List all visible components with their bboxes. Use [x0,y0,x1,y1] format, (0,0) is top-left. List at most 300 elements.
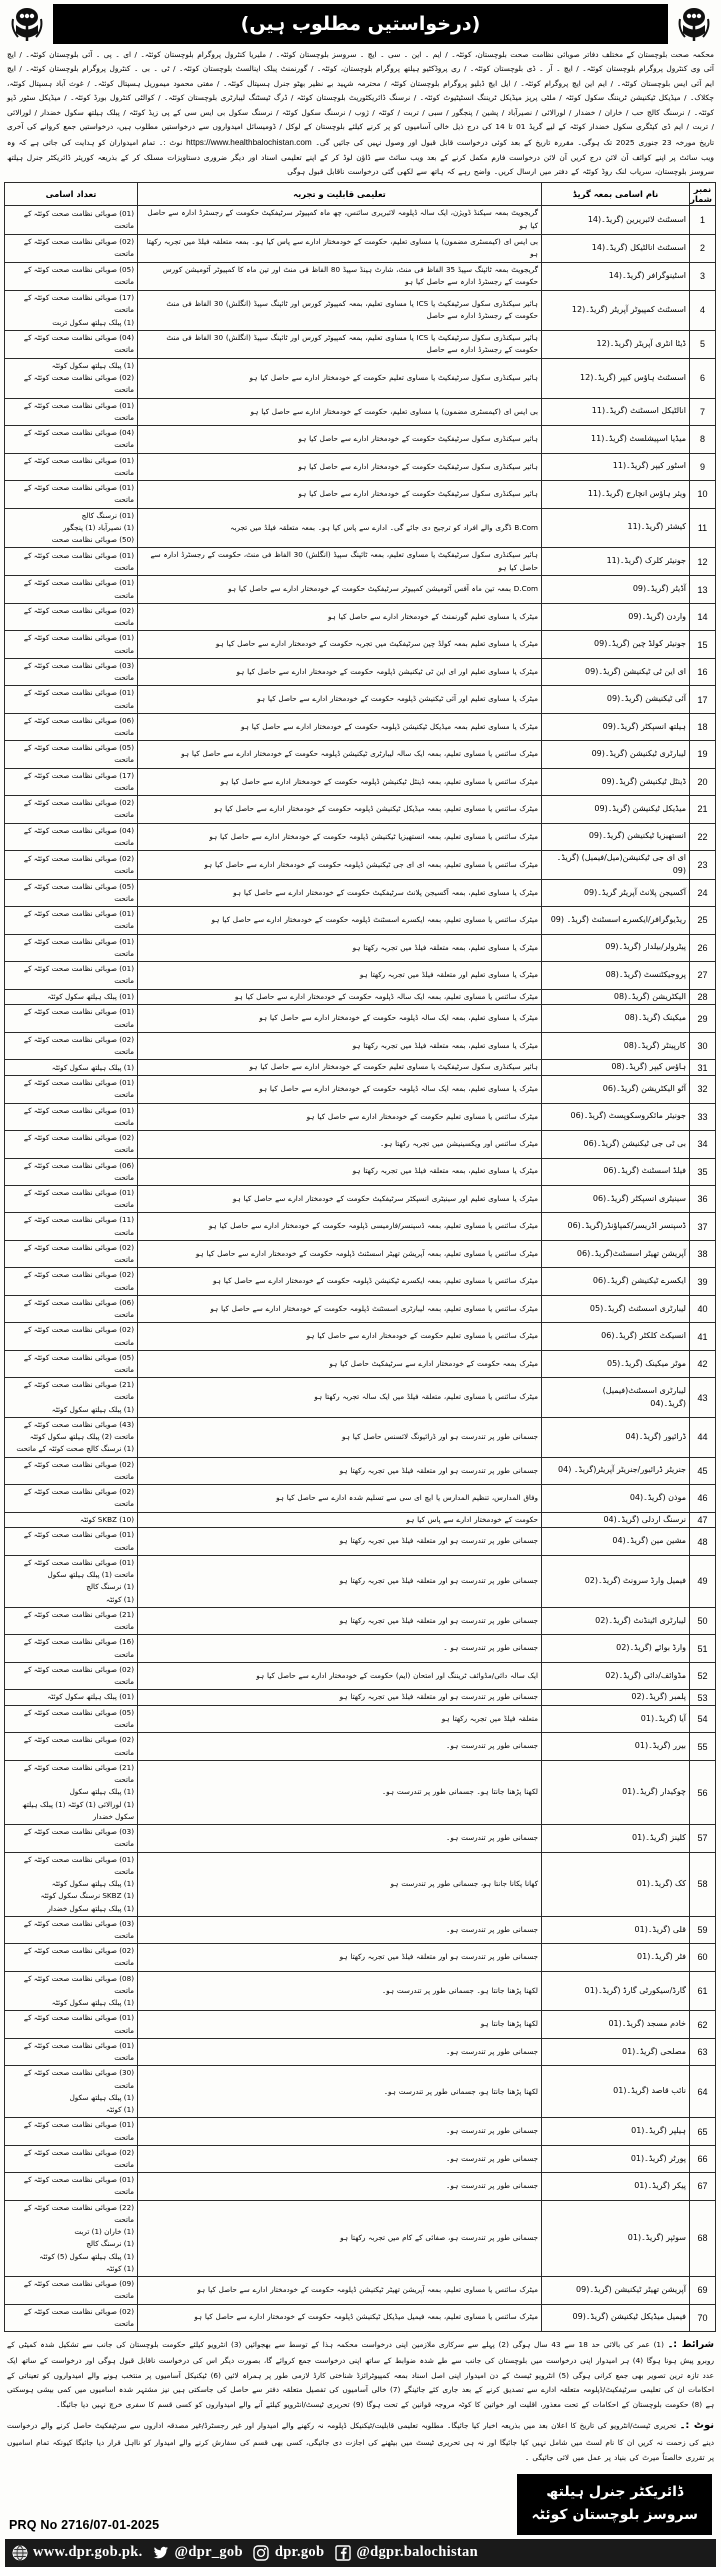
table-row [5,2038,716,2065]
cell-post-title: چوکیدار (گریڈ۔(01 [542,1760,690,1824]
cell-vacancy-count: (01) صوبائی نظامت صحت کوئٹہ کے ماتحت (1) پبلک ہیلتھ سکول (1) نرسنگ کالج (1) کوئٹہ [5,1555,138,1607]
cell-qualification: بی ایس ای (کیمسٹری مضمون) یا مساوی تعلیم، حکومت کے خودمختار ادارے سے حاصل کیا ہو [138,398,542,425]
cell-qualification: میٹرک بمعہ حکومت کے خودمختار ادارے سے سرٹیفکیٹ حاصل کیا ہو [138,1350,542,1377]
prq-number: PRQ No 2716/07-01-2025 [9,2517,160,2532]
cell-post-title: میکینک (گریڈ۔(08 [542,1005,690,1032]
cell-post-title: کارپینٹر (گریڈ۔(08 [542,1032,690,1059]
table-row [5,989,716,1005]
cell-qualification: میٹرک یا مساوی تعلیم گورنمنٹ کے خودمختار ادارے سے حاصل کیا ہو [138,603,542,630]
cell-qualification: جسمانی طور پر تندرست ہو اور ڈرائیونگ لائسنس حاصل کیا ہو [138,1417,542,1457]
cell-vacancy-count: (02) صوبائی نظامت صحت کوئٹہ کے ماتحت [5,1268,138,1295]
table-row [5,1760,716,1824]
cell-vacancy-count: (01) صوبائی نظامت صحت کوئٹہ کے ماتحت [5,1005,138,1032]
table-row [5,851,716,880]
table-row [5,2066,716,2118]
cell-post-title: انستھیزیا ٹیکنیشن (گریڈ۔(09 [542,823,690,850]
cell-qualification: D.Com بمعہ تین ماہ آفس آٹومیشن کمپیوٹر سرٹیفکیٹ حکومت کے خودمختار ادارے سے حاصل کیا ہو [138,576,542,603]
cell-sr: 70 [690,2304,716,2331]
table-row [5,1295,716,1322]
cell-vacancy-count: (1) پبلک ہیلتھ سکول کوئٹہ (02) صوبائی نظامت صحت کوئٹہ کے ماتحت [5,358,138,398]
signature-line1: ڈائریکٹر جنرل ہیلتھ [546,2483,684,2500]
cell-sr: 25 [690,907,716,934]
cell-qualification: جسمانی طور پر تندرست ہو۔ [138,2038,542,2065]
cell-vacancy-count: (01) صوبائی نظامت صحت کوئٹہ کے ماتحت [5,548,138,576]
cell-vacancy-count: (01) صوبائی نظامت صحت کوئٹہ کے ماتحت [5,631,138,658]
cell-post-title: مصلحی (گریڈ۔(01 [542,2038,690,2065]
table-row [5,508,716,548]
cell-vacancy-count: (02) صوبائی نظامت صحت کوئٹہ کے ماتحت [5,1485,138,1512]
table-row [5,2011,716,2038]
cell-post-title: مڈوائف/دائی (گریڈ۔(02 [542,1662,690,1689]
table-row [5,1733,716,1760]
cell-qualification: جسمانی طور پر تندرست ہو اور متعلقہ فیلڈ میں تجربہ رکھتا ہو [138,1528,542,1555]
cell-sr: 45 [690,1457,716,1484]
cell-sr: 4 [690,291,716,331]
cell-sr: 46 [690,1485,716,1512]
cell-sr: 38 [690,1240,716,1267]
cell-vacancy-count: (02) صوبائی نظامت صحت کوئٹہ کے ماتحت [5,603,138,630]
table-row [5,1852,716,1916]
cell-qualification: میٹرک سائنس یا مساوی تعلیم، بمعہ آپریشن تھیٹر ٹیکنیشن ڈپلومہ حکومت کے خودمختار ادارے سے حاصل کیا ہو [138,2277,542,2304]
cell-qualification: جسمانی طور پر تندرست ہو اور متعلقہ فیلڈ میں تجربہ رکھتا ہو [138,1607,542,1634]
cell-sr: 26 [690,934,716,961]
cell-sr: 44 [690,1417,716,1457]
cell-sr: 50 [690,1607,716,1634]
cell-qualification: میٹرک یا مساوی تعلیم اور متعلقہ فیلڈ میں تجربہ رکھتا ہو [138,962,542,989]
cell-qualification: میٹرک یا مساوی تعلیم بمعہ کولڈ چین سرٹیفکیٹ میں تجربہ حکومت کے خودمختار ادارے سے حاصل کیا ہو [138,631,542,658]
page-title: (درخواستیں مطلوب ہیں) [53,4,668,44]
cell-sr: 61 [690,1971,716,2011]
cell-sr: 53 [690,1690,716,1706]
cell-post-title: ویئر ہاؤس انچارج (گریڈ۔(11 [542,481,690,508]
cell-post-title: میڈیا اسپیشلسٹ (گریڈ۔(11 [542,426,690,453]
cell-qualification: میٹرک سائنس یا مساوی تعلیم، بمعہ فیمیل میڈیکل ٹیکنیشن ڈپلومہ حکومت کے خودمختار ادارے سے حاصل کیا ہو [138,2304,542,2331]
table-row [5,481,716,508]
cell-vacancy-count: (01) صوبائی نظامت صحت کوئٹہ کے ماتحت [5,453,138,480]
footer-website[interactable] [11,2544,143,2561]
final-note-text: تحریری ٹیسٹ/انٹرویو کی تاریخ کا اعلان بعد میں بذریعہ اخبار کیا جائیگا۔ مطلوبہ تعلیمی قابلیت/ٹیکنیکل ڈپلومہ نہ رکھنے والے امیدوار اور غیر رجسٹرڈ/غیر مصدقہ اداروں سے سرٹیفکیٹ حاصل کرنے والے درخواست دینے کی زحمت نہ کریں ان کا نام لسٹ میں شامل نہیں کیا جائیگا اور نہ ہی تحریری ٹیسٹ میں بیٹھنے کی اجازت دی جائیگی، کسی بھی قسم کی سفارش کرنے والے امیدوار کو نااہل قرار دیا جائیگا کیونکہ تمام اسامیوں پر تقرری خالصتاً میرٹ کی بنیاد پر عمل میں لائی جائیگی ۔ [7,2421,714,2462]
cell-sr: 39 [690,1268,716,1295]
final-note-block [5,2414,716,2467]
cell-sr: 16 [690,658,716,685]
cell-post-title: آپریشن تھیٹر ٹیکنیشن (گریڈ۔(09 [542,2277,690,2304]
cell-post-title: اسسٹنٹ کمپیوٹر آپریٹر (گریڈ۔(12 [542,291,690,331]
table-row [5,1185,716,1212]
table-row [5,741,716,768]
table-row [5,1555,716,1607]
cell-sr: 28 [690,989,716,1005]
cell-vacancy-count: (22) صوبائی نظامت صحت کوئٹہ کے ماتحت (1) خاران (1) تربت (1) نرسنگ کالج (1) پبلک ہیلتھ سکول (5) کوئٹہ (1) کوئٹہ [5,2200,138,2276]
table-row [5,1213,716,1240]
cell-vacancy-count: (16) صوبائی نظامت صحت کوئٹہ کے ماتحت [5,1635,138,1662]
cell-post-title: ڈرائیور (گریڈ۔(04 [542,1417,690,1457]
table-row [5,1485,716,1512]
cell-post-title: لیبارٹری اسسٹنٹ(فیمیل) (گریڈ۔(04 [542,1378,690,1418]
cell-vacancy-count: (03) صوبائی نظامت صحت کوئٹہ کے ماتحت [5,1825,138,1852]
table-row [5,879,716,906]
cell-vacancy-count: (01) صوبائی نظامت صحت کوئٹہ کے ماتحت [5,481,138,508]
cell-qualification: میٹرک سائنس یا مساوی تعلیم، بمعہ ایکسرے اسسٹنٹ ڈپلومہ حکومت کے خودمختار ادارے سے حاصل کیا ہو [138,907,542,934]
col-header-qual: تعلیمی قابلیت و تجربہ [138,183,542,206]
cell-qualification: میٹرک یا مساوی تعلیم، بمعہ متعلقہ فیلڈ میں تجربہ رکھتا ہو [138,934,542,961]
cell-vacancy-count: (02) صوبائی نظامت صحت کوئٹہ کے ماتحت [5,2304,138,2331]
signature-row [5,2468,716,2539]
cell-vacancy-count: (01) صوبائی نظامت صحت کوئٹہ کے ماتحت [5,1103,138,1130]
table-row [5,962,716,989]
cell-post-title: پیکر (گریڈ۔(01 [542,2173,690,2200]
cell-post-title: ڈیٹا انٹری آپریٹر (گریڈ۔(12 [542,330,690,358]
table-row [5,658,716,685]
cell-qualification: میٹرک سائنس یا مساوی تعلیم، بمعہ ای ای جی ٹیکنیشن ڈپلومہ حکومت کے خودمختار ادارے سے حاصل کیا ہو [138,851,542,880]
table-row [5,1512,716,1528]
table-body [5,206,716,2332]
cell-sr: 10 [690,481,716,508]
table-row [5,1103,716,1130]
footer-website-text: www.dpr.gob.pk. [33,2544,143,2561]
cell-vacancy-count: (04) صوبائی نظامت صحت کوئٹہ کے ماتحت [5,330,138,358]
cell-vacancy-count: (05) صوبائی نظامت صحت کوئٹہ کے ماتحت [5,1350,138,1377]
cell-vacancy-count: (02) صوبائی نظامت صحت کوئٹہ کے ماتحت [5,851,138,880]
intro-text: محکمہ صحت بلوچستان کے مختلف دفاتر صوبائی نظامت صحت بلوچستان، کوئٹہ۔ / ایم ۔ این ۔ سی ۔ ایچ ۔ سروسز بلوچستان کوئٹہ۔ / ملیریا کنٹرول پروگرام بلوچستان کوئٹہ۔ / ای ۔ پی ۔ آئی بلوچستان کوئٹہ۔ / ایچ آئی وی کنٹرول پروگرام بلوچستان کوئٹہ۔ / ایچ ۔ آر ۔ ڈی بلوچستان کوئٹہ۔ / ری پروڈکٹیو ہیلتھ پروگرام بلوچستان، کوئٹہ۔ / گورنمنٹ پبلک اینالسٹ بلوچستان کوئٹہ۔ / ٹی ۔ بی ۔ کنٹرول پروگرام بلوچستان کوئٹہ۔ / ایچ ایم آئی ایس بلوچستان کوئٹہ۔ / ایم این ایچ پروگرام کوئٹہ۔ / ایل ایچ ڈبلیو پروگرام بلوچستان کوئٹہ / محترمہ شہید بے نظیر بھٹو جنرل ہسپتال کوئٹہ۔ / مفتی محمود میموریل ہسپتال کوئٹہ۔ / غوث آباد ہسپتال کوئٹہ، چکلاک۔ / میڈیکل ٹیکنیشن ٹریننگ سکول کوئٹہ / ملٹی پرپز میڈیکل ٹریننگ انسٹیٹیوٹ کوئٹہ۔ / نرسنگ ڈائریکٹوریٹ بلوچستان کوئٹہ / ڈرگ ٹیسٹنگ لیبارٹری بلوچستان کوئٹہ۔ / کوالٹی کنٹرول بورڈ کوئٹہ۔ / میڈیکل سٹور ڈپو کوئٹہ۔ / نرسنگ کالج حب / خاران / خضدار / لورالائی / نصیرآباد / پشین / پنجگور / سبی / تربت / کوئٹہ / ژوب / نرسنگ سکول کوئٹہ / نرسنگ سکول بی ایس سی کے پی زیڈ کوئٹہ / پبلک ہیلتھ سکول خضدار / لورالائی / تربت / ایم ڈی کیٹگری سکول خضدار کوئٹہ کے لیے گریڈ 01 تا 14 کی درج ذیل خالی آسامیوں کو پر کرنے کیلئے بلوچستان کے لوکل / ڈومیسائل امیدواروں سے درخواستیں مطلوب ہیں، درخواستیں جمع کروانے کی آخری تاریخ مورخہ 23 جنوری 2025 تک ہوگی۔ مقررہ تاریخ کے بعد کوئی درخواست قابل قبول اور وصول نہیں کی جائیں گی۔ [7,50,715,147]
cell-sr: 20 [690,768,716,795]
cell-qualification: میٹرک یا مساوی تعلیم بمعہ میڈیکل ٹیکنیشن ڈپلومہ حکومت کے خودمختار ادارے سے حاصل کیا ہو [138,713,542,740]
cell-qualification: جسمانی طور پر تندرست ہو۔ [138,1916,542,1943]
cell-sr: 5 [690,330,716,358]
cell-post-title: موذن (گریڈ۔(04 [542,1485,690,1512]
cell-post-title: انسیکٹ کلکٹر (گریڈ۔(06 [542,1323,690,1350]
cell-vacancy-count: (01) صوبائی نظامت صحت کوئٹہ کے ماتحت [5,2118,138,2145]
cell-post-title: بیرر (گریڈ۔(01 [542,1733,690,1760]
cell-post-title: کک (گریڈ۔(01 [542,1852,690,1916]
table-row [5,1060,716,1076]
cell-qualification: ہائیر سیکنڈری سکول سرٹیفکیٹ یا مساوی تعلیم، بمعہ ٹائپنگ سپیڈ (انگلش) 30 الفاظ فی منٹ، حکومت کے رجسٹرڈ ادارہ سے حاصل کیا ہو [138,548,542,576]
cell-post-title: پلمبر (گریڈ۔(02 [542,1690,690,1706]
cell-qualification: میٹرک سائنس یا مساوی تعلیم، بمعہ ایکسرے ٹیکنیشن ڈپلومہ حکومت کے خودمختار ادارے سے حاصل کیا ہو [138,1268,542,1295]
cell-vacancy-count: (05) صوبائی نظامت صحت کوئٹہ کے ماتحت [5,262,138,290]
table-row [5,330,716,358]
cell-sr: 63 [690,2038,716,2065]
cell-qualification: میٹرک سائنس یا مساوی تعلیم، بمعہ لیبارٹری اسسٹنٹ ڈپلومہ حکومت کے خودمختار ادارے سے حاصل کیا ہو [138,1295,542,1322]
cell-vacancy-count: (02) صوبائی نظامت صحت کوئٹہ کے ماتحت [5,1944,138,1971]
cell-qualification: میٹرک سائنس یا مساوی تعلیم، بمعہ انستھیزیا ٹیکنیشن ڈپلومہ حکومت کے خودمختار ادارے سے حاصل کیا ہو [138,823,542,850]
cell-vacancy-count: (01) صوبائی نظامت صحت کوئٹہ کے ماتحت [5,576,138,603]
cell-vacancy-count: (43) صوبائی نظامت صحت کوئٹہ کے ماتحت (2) پبلک ہیلتھ سکول کوئٹہ (1) نرسنگ کالج صحت کوئٹہ کے ماتحت [5,1417,138,1457]
cell-post-title: ایکسرے ٹیکنیشن (گریڈ۔(06 [542,1268,690,1295]
cell-post-title: قلی (گریڈ۔(01 [542,1916,690,1943]
conditions-label: شرائط :۔ [667,2339,715,2351]
cell-post-title: آپریشن تھیٹر اسسٹنٹ(گریڈ۔(06 [542,1240,690,1267]
table-row [5,1662,716,1689]
final-note-label: نوٹ :۔ [679,2420,714,2432]
cell-vacancy-count: (09) صوبائی نظامت صحت کوئٹہ کے ماتحت [5,2277,138,2304]
intro-note: نوٹ :۔ تمام امیدواران کو ہدایت کی جاتی ہے کہ وہ ویب سائٹ پر اپنے کوائف آن لائن درج کریں آن لائن درخواست فارم مکمل کرنے کے بعد ویب سائٹ سے ڈاؤن لوڈ کر کے اپنے تعلیمی اسناد اور دیگر ضروری دستاویزات مسلک کر کے بذریعہ کوریئر ڈائریکٹر جنرل ہیلتھ سروسز بلوچستان، سریاب لنک روڈ کوئٹہ کے دفتر میں ارسال کریں۔ واضح رہے کہ ہاتھ سے لکھی گئی درخواست ناقابل قبول ہوگی [7,137,714,177]
cell-qualification: ہائیر سیکنڈری سکول سرٹیفکیٹ یا مساوی تعلیم حکومت کے خودمختار ادارے سے حاصل کیا ہو [138,1060,542,1076]
table-row [5,713,716,740]
cell-qualification: میٹرک یا مساوی تعلیم، بمعہ ایک سالہ ڈپلومہ حکومت کے خودمختار ادارے سے حاصل کیا ہو [138,1005,542,1032]
cell-qualification: میٹرک سائنس یا مساوی تعلیم حکومت کے خودمختار ادارے سے حاصل کیا ہو [138,1323,542,1350]
conditions-text: (1) عمر کی بالائی حد 18 سے 43 سال ہوگی (2) پہلے سے سرکاری ملازمین اپنی درخواست محکمہ ہذا کے توسط سے بھجوائیں (3) انٹرویو کیلئے حکومت بلوچستان کی جانب سے تشکیل شدہ کمیٹی کے روبرو پیش ہونا ہوگا (4) ہر امیدوار اپنی درخواست میں بلوچستان کی جانب سے طے شدہ ضوابط کے ساتھ اپنی درخواست جمع کروائے گا، بصورت دیگر اس کی درخواست ناقابل قبول ہوگی اور درخواست کے ساتھ ایک عدد تازہ ترین تصویر بھی جمع کرانی ہوگی (5) انٹرویو ٹیسٹ کے دن امیدوار اپنی اصل اسناد بمعہ کمپیوٹرائزڈ شناختی کارڈ لازمی طور پر ہمراہ لائیں (6) ٹیکنیکل آسامیوں پر منتخب ہونے والے امیدواروں کو تعیناتی کے احکامات ان کی تعلیمی سرٹیفکیٹ/ڈپلومہ متعلقہ ادارے سے تصدیق کرنے کے بعد جاری کئے جائینگے (7) خالی آسامیوں کی تفصیل متعلقہ دفتر سے حاصل کی جاسکتی ہیں نیز مشتہر شدہ اسامیوں میں کمی بیشی ہوسکتی ہے (8) حکومت بلوچستان کے احکامات کے تحت معذور، اقلیت اور خواتین کا کوٹہ مروجہ قوانین کے تحت ہوگا (9) تحریری ٹیسٹ/انٹرویو کیلئے آنے والے امیدواروں کو کسی قسم کا سفری خرچ نہیں دیا جائیگا۔ [7,2340,714,2409]
cell-sr: 37 [690,1213,716,1240]
cell-qualification: میٹرک یا مساوی تعلیم اور ای این ٹی ٹیکنیشن ڈپلومہ حکومت کے خودمختار ادارے سے حاصل کیا ہو [138,658,542,685]
cell-sr: 60 [690,1944,716,1971]
cell-sr: 18 [690,713,716,740]
twitter-icon [153,2544,170,2561]
footer-facebook[interactable] [334,2544,478,2561]
cell-qualification: میٹرک سائنس یا مساوی تعلیم، بمعہ آپریشن تھیٹر اسسٹنٹ ڈپلومہ حکومت کے خودمختار ادارے سے حاصل کیا ہو [138,1240,542,1267]
table-row [5,262,716,290]
cell-qualification: ہائیر سیکنڈری سکول سرٹیفکیٹ حکومت کے خودمختار ادارے سے حاصل کیا ہو [138,426,542,453]
conditions-block [5,2332,716,2414]
cell-sr: 65 [690,2118,716,2145]
cell-post-title: لیبارٹری ٹیکنیشن (گریڈ۔(09 [542,741,690,768]
table-row [5,1528,716,1555]
table-row [5,2145,716,2172]
cell-qualification: ہائیر سیکنڈری سکول سرٹیفکیٹ یا ICS یا مساوی تعلیم، بمعہ کمپیوٹر کورس اور ٹائپنگ سپیڈ (انگلش) 30 الفاظ فی منٹ حکومت کے رجسٹرڈ ادارہ سے حاصل [138,330,542,358]
cell-qualification: جسمانی طور پر تندرست ہو اور متعلقہ فیلڈ میں تجربہ رکھتا ہو [138,1944,542,1971]
table-row [5,1131,716,1158]
cell-sr: 21 [690,796,716,823]
cell-post-title: فیمیل میڈیکل ٹیکنیشن (گریڈ۔(09 [542,2304,690,2331]
cell-qualification: میٹرک سائنس یا مساوی تعلیم، بمعہ ڈسپنسر/فارمیسی ڈپلومہ حکومت کے خودمختار ادارے سے حاصل کیا ہو [138,1213,542,1240]
cell-sr: 9 [690,453,716,480]
table-row [5,631,716,658]
cell-qualification: ہائیر سیکنڈری سکول سرٹیفکیٹ حکومت کے خودمختار ادارے سے حاصل کیا ہو [138,481,542,508]
cell-sr: 35 [690,1158,716,1185]
cell-vacancy-count: (01) پبلک ہیلتھ سکول کوئٹہ [5,989,138,1005]
cell-qualification: میٹرک یا مساوی تعلیم، بمعہ متعلقہ فیلڈ میں تجربہ رکھتا ہو [138,1032,542,1059]
cell-qualification: جسمانی طور پر تندرست ہو۔ [138,1733,542,1760]
cell-sr: 69 [690,2277,716,2304]
table-row [5,576,716,603]
cell-qualification: جسمانی طور پر تندرست ہو۔ [138,1825,542,1852]
cell-vacancy-count: (02) صوبائی نظامت صحت کوئٹہ کے ماتحت [5,1457,138,1484]
cell-sr: 43 [690,1378,716,1418]
cell-post-title: ای این ٹی ٹیکنیشن (گریڈ۔(09 [542,658,690,685]
cell-post-title: انالٹیکل اسسٹنٹ (گریڈ۔(11 [542,398,690,425]
cell-vacancy-count: (05) صوبائی نظامت صحت کوئٹہ کے ماتحت [5,1706,138,1733]
cell-qualification: میٹرک یا مساوی تعلیم، بمعہ متعلقہ فیلڈ میں تجربہ رکھتا ہو [138,1158,542,1185]
cell-post-title: ہیلپر (گریڈ۔(01 [542,2118,690,2145]
cell-vacancy-count: (03) صوبائی نظامت صحت کوئٹہ کے ماتحت [5,1916,138,1943]
cell-sr: 23 [690,851,716,880]
cell-sr: 31 [690,1060,716,1076]
cell-post-title: واردن (گریڈ۔(09 [542,603,690,630]
header [5,4,716,44]
cell-vacancy-count: (06) صوبائی نظامت صحت کوئٹہ کے ماتحت [5,1158,138,1185]
table-row [5,206,716,234]
cell-sr: 34 [690,1131,716,1158]
cell-vacancy-count: (01) صوبائی نظامت صحت کوئٹہ کے ماتحت [5,2011,138,2038]
cell-sr: 7 [690,398,716,425]
cell-sr: 24 [690,879,716,906]
cell-sr: 58 [690,1852,716,1916]
table-row [5,768,716,795]
cell-sr: 36 [690,1185,716,1212]
cell-sr: 68 [690,2200,716,2276]
table-row [5,2304,716,2331]
cell-qualification: وفاق المدارس، تنظیم المدارس یا ایچ ای سی سے تسلیم شدہ ادارے سے حاصل کیا ہو [138,1485,542,1512]
cell-vacancy-count: (01) صوبائی نظامت صحت کوئٹہ کے ماتحت [5,686,138,713]
cell-sr: 54 [690,1706,716,1733]
cell-sr: 57 [690,1825,716,1852]
cell-post-title: وارڈ بوائے (گریڈ۔(02 [542,1635,690,1662]
cell-vacancy-count: (01) صوبائی نظامت صحت کوئٹہ کے ماتحت [5,962,138,989]
cell-qualification: میٹرک یا مساوی تعلیم اور سینیٹری انسپکٹر سرٹیفکیٹ حکومت کے خودمختار ادارے سے حاصل کیا ہو [138,1185,542,1212]
cell-sr: 56 [690,1760,716,1824]
cell-post-title: پروجیکٹنسٹ (گریڈ۔(08 [542,962,690,989]
cell-sr: 6 [690,358,716,398]
cell-vacancy-count: (01) صوبائی نظامت صحت کوئٹہ کے ماتحت [5,398,138,425]
cell-vacancy-count: (01) صوبائی نظامت صحت کوئٹہ کے ماتحت [5,1185,138,1212]
table-row [5,907,716,934]
table-row [5,1378,716,1418]
cell-sr: 47 [690,1512,716,1528]
cell-qualification: میٹرک سائنس یا مساوی تعلیم، متعلقہ فیلڈ میں ایک سالہ تجربہ رکھتا ہو [138,1378,542,1418]
cell-vacancy-count: (01) صوبائی نظامت صحت کوئٹہ کے ماتحت [5,1528,138,1555]
cell-qualification: لکھنا پڑھنا جانتا ہو [138,2011,542,2038]
table-row [5,1457,716,1484]
cell-vacancy-count: (21) صوبائی نظامت صحت کوئٹہ کے ماتحت (1) پبلک ہیلتھ سکول کوئٹہ [5,1378,138,1418]
govt-balochistan-emblem-icon [9,5,45,43]
cell-qualification: میٹرک سائنس یا مساوی تعلیم، بمعہ ایک سالہ ڈپلومہ حکومت کے خودمختار ادارے سے حاصل کیا ہو [138,989,542,1005]
table-row [5,1607,716,1634]
cell-post-title: فیلڈ اسسٹنٹ (گریڈ۔(06 [542,1158,690,1185]
cell-vacancy-count: (01) صوبائی نظامت صحت کوئٹہ کے ماتحت [5,206,138,234]
cell-sr: 17 [690,686,716,713]
cell-post-title: اسسٹنٹ انالٹیکل (گریڈ۔(14 [542,234,690,262]
table-row [5,426,716,453]
cell-post-title: پیٹرولر/بیلدار (گریڈ۔(09 [542,934,690,961]
cell-post-title: میڈیکل ٹیکنیشن (گریڈ۔(09 [542,796,690,823]
cell-vacancy-count: (02) صوبائی نظامت صحت کوئٹہ کے ماتحت [5,1240,138,1267]
table-row [5,1005,716,1032]
cell-post-title: لیبارٹری اٹینڈنٹ (گریڈ۔(02 [542,1607,690,1634]
cell-vacancy-count: (05) صوبائی نظامت صحت کوئٹہ کے ماتحت [5,879,138,906]
cell-vacancy-count: (04) صوبائی نظامت صحت کوئٹہ کے ماتحت [5,426,138,453]
cell-vacancy-count: (02) صوبائی نظامت صحت کوئٹہ کے ماتحت [5,1131,138,1158]
cell-vacancy-count: (1) پبلک ہیلتھ سکول کوئٹہ [5,1060,138,1076]
table-row [5,1323,716,1350]
cell-qualification: بی ایس ای (کیمسٹری مضمون) یا مساوی تعلیم، حکومت کے خودمختار ادارے سے پاس کیا ہو۔ بمعہ متعلقہ فیلڈ میں تجربہ رکھتا ہو [138,234,542,262]
cell-sr: 11 [690,508,716,548]
cell-post-title: پورٹر (گریڈ۔(01 [542,2145,690,2172]
col-header-sr: نمبر شمار [690,183,716,206]
table-row [5,1690,716,1706]
cell-qualification: ہائیر سیکنڈری سکول سرٹیفکیٹ یا مساوی تعلیم حکومت کے خودمختار ادارے سے حاصل کیا ہو [138,358,542,398]
cell-vacancy-count: (04) صوبائی نظامت صحت کوئٹہ کے ماتحت [5,823,138,850]
cell-qualification: جسمانی طور پر تندرست ہو اور متعلقہ فیلڈ میں تجربہ رکھتا ہو [138,1690,542,1706]
cell-qualification: B.Com ڈگری والے افراد کو ترجیح دی جائے گی۔ ادارے سے پاس کیا ہو۔ بمعہ متعلقہ فیلڈ میں تجربہ [138,508,542,548]
cell-vacancy-count: (21) صوبائی نظامت صحت کوئٹہ کے ماتحت (1) پبلک ہیلتھ سکول (1) لورالائی (1) کوئٹہ (1) پبلک ہیلتھ سکول خضدار [5,1760,138,1824]
cell-post-title: کلینز (گریڈ۔(01 [542,1825,690,1852]
cell-qualification: لکھنا پڑھنا جانتا ہو، جسمانی طور پر تندرست ہو۔ [138,2066,542,2118]
cell-sr: 41 [690,1323,716,1350]
cell-post-title: آئی ٹیکنیشن (گریڈ۔(09 [542,686,690,713]
cell-sr: 51 [690,1635,716,1662]
cell-qualification: میٹرک سائنس یا مساوی تعلیم، بمعہ ڈینٹل ٹیکنیشن ڈپلومہ حکومت کے خودمختار ادارے سے حاصل کیا ہو [138,768,542,795]
table-row [5,1032,716,1059]
cell-sr: 42 [690,1350,716,1377]
cell-post-title: آٹو الیکٹریشن (گریڈ۔(06 [542,1076,690,1103]
cell-qualification: جسمانی طور پر تندرست ہو اور متعلقہ فیلڈ میں تجربہ رکھتا ہو [138,1457,542,1484]
col-header-qty: تعداد اسامی [5,183,138,206]
cell-vacancy-count: (02) صوبائی نظامت صحت کوئٹہ کے ماتحت [5,2145,138,2172]
table-row [5,603,716,630]
instagram-icon [253,2544,270,2561]
jobs-table [4,182,716,2332]
table-row [5,1417,716,1457]
cell-post-title: ہیلتھ انسپکٹر (گریڈ۔(09 [542,713,690,740]
cell-vacancy-count: (01) صوبائی نظامت صحت کوئٹہ کے ماتحت [5,907,138,934]
table-row [5,2277,716,2304]
cell-qualification: جسمانی طور پر تندرست ہو، صفائی کے کام میں تجربہ رکھتا ہو [138,2200,542,2276]
cell-sr: 59 [690,1916,716,1943]
cell-post-title: خادم مسجد (گریڈ۔(01 [542,2011,690,2038]
cell-sr: 12 [690,548,716,576]
footer-instagram[interactable] [253,2544,325,2561]
facebook-icon [334,2544,351,2561]
table-row [5,1971,716,2011]
emblem-left [672,4,716,44]
cell-vacancy-count: (01) پبلک ہیلتھ سکول کوئٹہ [5,1690,138,1706]
cell-vacancy-count: (02) صوبائی نظامت صحت کوئٹہ کے ماتحت [5,1032,138,1059]
cell-qualification: ہائیر سیکنڈری سکول سرٹیفکیٹ یا ICS یا مساوی تعلیم، بمعہ کمپیوٹر کورس اور ٹائپنگ سپیڈ (انگلش) 30 الفاظ فی منٹ حکومت کے رجسٹرڈ ادارہ سے حاصل [138,291,542,331]
cell-sr: 8 [690,426,716,453]
cell-vacancy-count: (01) صوبائی نظامت صحت کوئٹہ کے ماتحت [5,2173,138,2200]
cell-sr: 19 [690,741,716,768]
table-row [5,1944,716,1971]
cell-sr: 55 [690,1733,716,1760]
cell-qualification: گریجویٹ بمعہ سیکنڈ ڈویژن، ایک سالہ ڈپلومہ لائبریری سائنس، چھ ماہ کمپیوٹر سرٹیفکیٹ حکومت کے رجسٹرڈ ادارہ سے حاصل کیا ہو [138,206,542,234]
table-row [5,2118,716,2145]
cell-qualification: میٹرک سائنس اور ویکسینیشن میں تجربہ رکھتا ہو۔ [138,1131,542,1158]
cell-post-title: گارڈ/سیکورٹی گارڈ (گریڈ۔(01 [542,1971,690,2011]
table-row [5,234,716,262]
cell-post-title: اسسٹنٹ لائبریرین (گریڈ۔(14 [542,206,690,234]
cell-post-title: فیمیل وارڈ سرونٹ (گریڈ۔(02 [542,1555,690,1607]
cell-post-title: آڈیٹر (گریڈ۔(09 [542,576,690,603]
cell-post-title: آکسیجن پلانٹ آپریٹر گریڈ۔(09 [542,879,690,906]
cell-sr: 48 [690,1528,716,1555]
cell-vacancy-count: (30) صوبائی نظامت صحت کوئٹہ کے ماتحت (1) پبلک ہیلتھ سکول (1) کوئٹہ [5,2066,138,2118]
cell-qualification: لکھنا پڑھنا جانتا ہو۔ جسمانی طور پر تندرست ہو۔ [138,1760,542,1824]
table-row [5,2173,716,2200]
footer-instagram-text: dpr.gob [274,2544,325,2561]
cell-post-title: فٹر (گریڈ۔(01 [542,1944,690,1971]
cell-post-title: جونیئر کلرک (گریڈ۔(11 [542,548,690,576]
cell-qualification: میٹرک یا مساوی تعلیم اور آئی ٹیکنیشن ڈپلومہ حکومت کے خودمختار ادارے سے حاصل کیا ہو [138,686,542,713]
intro-paragraph [5,46,716,182]
cell-sr: 15 [690,631,716,658]
cell-sr: 14 [690,603,716,630]
footer-twitter[interactable] [153,2544,243,2561]
cell-post-title: کیشئر (گریڈ۔(11 [542,508,690,548]
table-row [5,548,716,576]
cell-post-title: ریڈیوگرافر/ایکسرے اسسٹنٹ (گریڈ۔ (09 [542,907,690,934]
cell-sr: 13 [690,576,716,603]
cell-qualification: جسمانی طور پر تندرست ہو۔ [138,2173,542,2200]
website-link[interactable]: https://www.healthbalochistan.com [186,137,312,147]
cell-vacancy-count: (17) صوبائی نظامت صحت کوئٹہ کے ماتحت [5,768,138,795]
cell-vacancy-count: (02) صوبائی نظامت صحت کوئٹہ کے ماتحت [5,234,138,262]
cell-post-title: اسسٹنٹ ہاؤس کیپر (گریڈ۔(12 [542,358,690,398]
cell-post-title: ڈینٹل ٹیکنیشن (گریڈ۔(09 [542,768,690,795]
cell-post-title: مشین مین (گریڈ۔(04 [542,1528,690,1555]
table-row [5,1076,716,1103]
cell-vacancy-count: (17) صوبائی نظامت صحت کوئٹہ کے ماتحت (1) پبلک ہیلتھ سکول تربت [5,291,138,331]
cell-sr: 66 [690,2145,716,2172]
cell-qualification: میٹرک یا مساوی تعلیم، بمعہ ایک سالہ ڈپلومہ حکومت کے خودمختار ادارے سے حاصل کیا ہو [138,1076,542,1103]
